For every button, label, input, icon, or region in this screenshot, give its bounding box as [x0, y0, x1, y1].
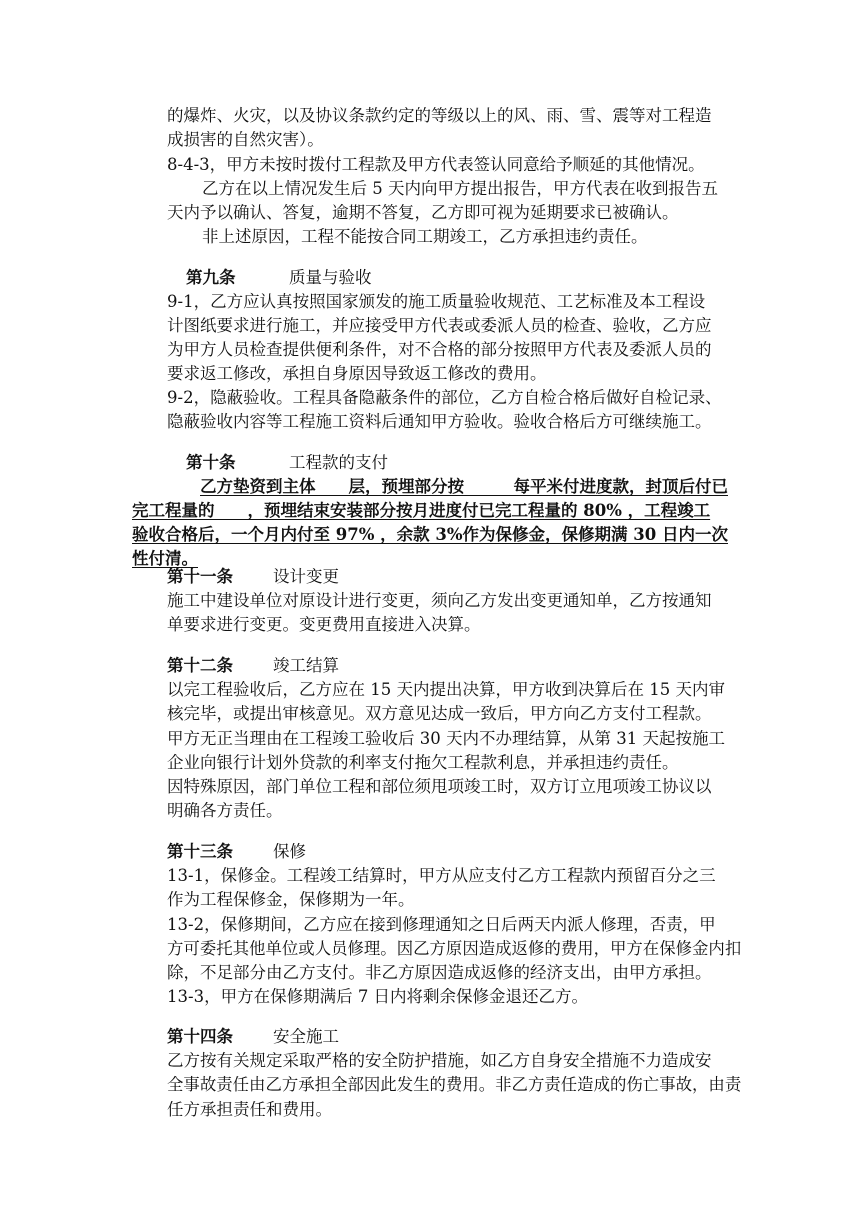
paragraph-line: 计图纸要求进行施工，并应接受甲方代表或委派人员的检查、验收，乙方应: [167, 316, 712, 335]
article-title: 设计变更: [273, 567, 339, 586]
article-number: 第十二条: [167, 656, 233, 675]
paragraph-line: 核完毕，或提出审核意见。双方意见达成一致后，甲方向乙方支付工程款。: [167, 704, 712, 723]
article-number: 第九条: [186, 268, 236, 287]
article-10-heading: [186, 451, 388, 475]
paragraph-line: 13-3，甲方在保修期满后 7 日内将剩余保修金退还乙方。: [167, 987, 589, 1006]
article-title: 保修: [273, 842, 306, 861]
paragraph-line: 作为工程保修金，保修期为一年。: [167, 890, 415, 909]
paragraph-line: 企业向银行计划外贷款的利率支付拖欠工程款利息，并承担违约责任。: [167, 753, 679, 772]
article-number: 第十三条: [167, 842, 233, 861]
paragraph-line: 任方承担责任和费用。: [167, 1100, 332, 1119]
paragraph-line: 乙方按有关规定采取严格的安全防护措施，如乙方自身安全措施不力造成安: [167, 1051, 712, 1070]
article-11-heading: [167, 565, 339, 589]
paragraph-line: 除，不足部分由乙方支付。非乙方原因造成返修的经济支出，由甲方承担。: [167, 963, 712, 982]
article-12-heading: [167, 654, 339, 678]
paragraph-line: 因特殊原因，部门单位工程和部位须甩项竣工时，双方订立甩项竣工协议以: [167, 777, 712, 796]
article-title: 竣工结算: [273, 656, 339, 675]
article-title: 工程款的支付: [289, 453, 388, 472]
paragraph-line: 13-1，保修金。工程竣工结算时，甲方从应支付乙方工程款内预留百分之三: [167, 866, 716, 885]
paragraph-line: 9-1，乙方应认真按照国家颁发的施工质量验收规范、工艺标准及本工程设: [167, 292, 706, 311]
paragraph-line: 隐蔽验收内容等工程施工资料后通知甲方验收。验收合格后方可继续施工。: [167, 412, 712, 431]
paragraph-line: 单要求进行变更。变更费用直接进入决算。: [167, 615, 481, 634]
payment-terms-line: 乙方垫资到主体 层，预埋部分按 每平米付进度款，封顶后付已: [200, 477, 728, 496]
paragraph-line: 13-2，保修期间，乙方应在接到修理通知之日后两天内派人修理，否责，甲: [167, 915, 716, 934]
paragraph-line: 的爆炸、火灾，以及协议条款约定的等级以上的风、雨、雪、震等对工程造: [167, 106, 712, 125]
paragraph-line: 甲方无正当理由在工程竣工验收后 30 天内不办理结算，从第 31 天起按施工: [167, 729, 725, 748]
payment-terms-line: 性付清。: [132, 549, 198, 568]
paragraph-line: 要求返工修改，承担自身原因导致返工修改的费用。: [167, 364, 547, 383]
paragraph-line: 乙方在以上情况发生后 5 天内向甲方提出报告，甲方代表在收到报告五: [202, 179, 718, 198]
article-number: 第十一条: [167, 567, 233, 586]
payment-terms-line: 验收合格后，一个月内付至 97% ，余款 3%作为保修金，保修期满 30 日内一次: [132, 525, 728, 544]
article-14-heading: [167, 1025, 339, 1049]
paragraph-line: 天内予以确认、答复，逾期不答复，乙方即可视为延期要求已被确认。: [167, 203, 679, 222]
payment-terms-line: 完工程量的 ，预埋结束安装部分按月进度付已完工程量的 80% ，工程竣工: [132, 501, 711, 520]
article-title: 质量与验收: [289, 268, 372, 287]
paragraph-line: 8-4-3，甲方未按时拨付工程款及甲方代表签认同意给予顺延的其他情况。: [167, 155, 705, 174]
paragraph-line: 成损害的自然灾害）。: [167, 130, 324, 149]
paragraph-line: 全事故责任由乙方承担全部因此发生的费用。非乙方责任造成的伤亡事故，由责: [167, 1075, 742, 1094]
paragraph-line: 为甲方人员检查提供便利条件，对不合格的部分按照甲方代表及委派人员的: [167, 340, 712, 359]
article-13-heading: [167, 840, 306, 864]
article-number: 第十条: [186, 453, 236, 472]
paragraph-line: 方可委托其他单位或人员修理。因乙方原因造成返修的费用，甲方在保修金内扣: [167, 939, 742, 958]
paragraph-line: 明确各方责任。: [167, 801, 283, 820]
paragraph-line: 施工中建设单位对原设计进行变更，须向乙方发出变更通知单，乙方按通知: [167, 591, 712, 610]
paragraph-line: 9-2，隐蔽验收。工程具备隐蔽条件的部位，乙方自检合格后做好自检记录、: [167, 388, 722, 407]
paragraph-line: 以完工程验收后，乙方应在 15 天内提出决算，甲方收到决算后在 15 天内审: [167, 680, 725, 699]
article-9-heading: [186, 266, 372, 290]
article-number: 第十四条: [167, 1027, 233, 1046]
article-title: 安全施工: [273, 1027, 339, 1046]
paragraph-line: 非上述原因，工程不能按合同工期竣工，乙方承担违约责任。: [202, 227, 648, 246]
